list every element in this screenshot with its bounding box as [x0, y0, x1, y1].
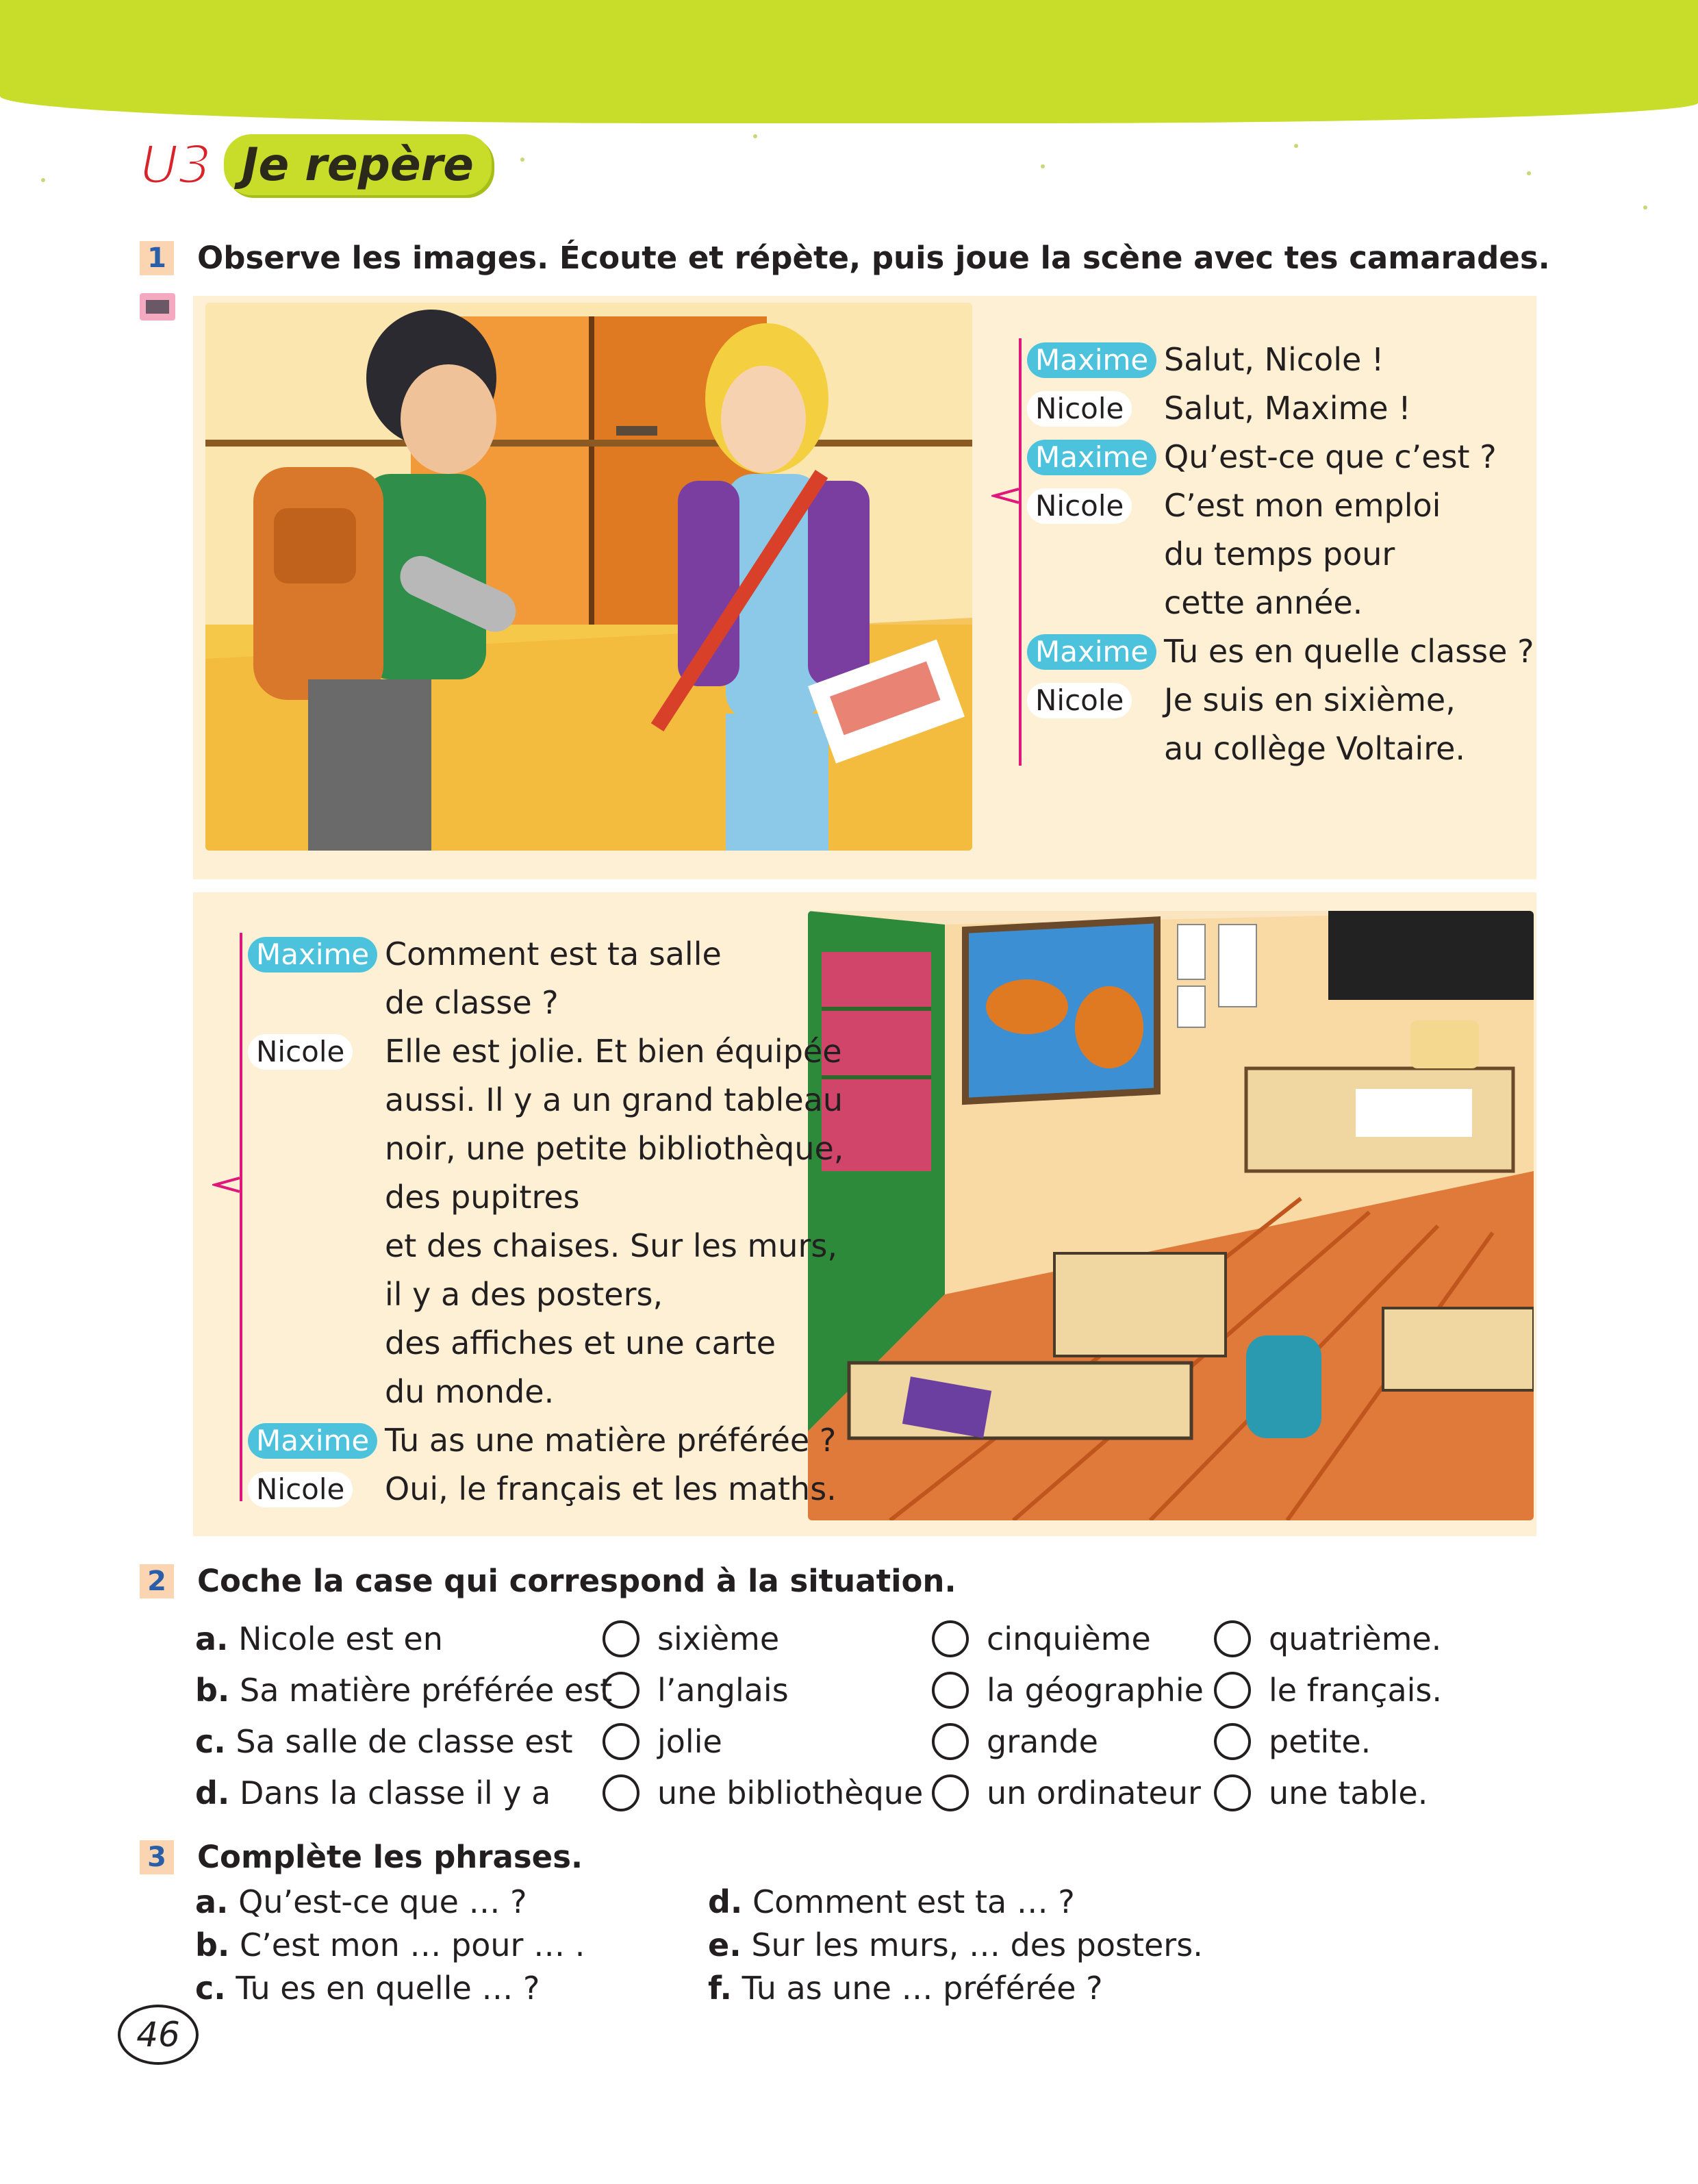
speaker-cell	[248, 1027, 385, 1076]
speaker-cell	[1027, 579, 1164, 627]
option-label: petite.	[1269, 1722, 1371, 1760]
exercise-1-heading	[140, 240, 1550, 276]
dialog-bracket-top	[1019, 338, 1022, 766]
checkbox-circle[interactable]	[603, 1723, 639, 1760]
dialog-text: il y a des posters,	[385, 1276, 663, 1313]
exercise-instruction: Coche la case qui correspond à la situation.	[197, 1563, 956, 1599]
speaker-tag: Maxime	[1027, 634, 1156, 670]
item-letter: b.	[195, 1671, 230, 1709]
item-text: Dans la classe il y a	[240, 1774, 551, 1811]
choice-stem	[195, 1774, 550, 1811]
option-label: jolie	[657, 1722, 722, 1760]
item-letter: d.	[195, 1774, 230, 1811]
speaker-cell	[248, 1416, 385, 1465]
dialog-line	[248, 1270, 844, 1319]
speaker-cell	[248, 1270, 385, 1319]
top-banner	[0, 0, 1698, 123]
dialog-text: cette année.	[1164, 584, 1363, 621]
option-label: une bibliothèque	[657, 1774, 924, 1811]
dialog-text: de classe ?	[385, 984, 559, 1021]
item-text: Tu as une … préférée ?	[742, 1970, 1103, 2007]
dialog-line	[248, 1465, 844, 1514]
speaker-tag: Nicole	[1027, 683, 1132, 718]
sentence-item	[195, 1881, 585, 1924]
item-letter: a.	[195, 1620, 229, 1657]
exercise-2-heading	[140, 1563, 956, 1599]
option-label: un ordinateur	[987, 1774, 1201, 1811]
illustration-classroom	[808, 911, 1534, 1520]
speaker-cell	[248, 979, 385, 1027]
exercise-3-left-column	[195, 1881, 585, 2010]
choice-option[interactable]	[603, 1672, 789, 1709]
speaker-tag: Nicole	[248, 1034, 353, 1070]
item-text: Tu es en quelle … ?	[236, 1970, 540, 2007]
speaker-cell	[248, 1465, 385, 1514]
dialog-text: Salut, Maxime !	[1164, 390, 1411, 427]
dialog-line	[1027, 676, 1534, 725]
item-letter: a.	[195, 1883, 229, 1920]
choice-stem	[195, 1672, 612, 1709]
dialog-line	[248, 1416, 844, 1465]
unit-title	[140, 127, 492, 202]
option-label: l’anglais	[657, 1671, 789, 1709]
dialog-line	[248, 1125, 844, 1173]
sentence-item	[708, 1967, 1203, 2010]
checkbox-circle[interactable]	[932, 1774, 969, 1811]
speaker-cell	[1027, 481, 1164, 530]
dialog-text: Oui, le français et les maths.	[385, 1470, 837, 1507]
checkbox-circle[interactable]	[603, 1672, 639, 1709]
speaker-cell	[1027, 336, 1164, 384]
choice-option[interactable]	[1214, 1774, 1428, 1811]
speaker-tag: Maxime	[248, 937, 377, 972]
speaker-cell	[1027, 725, 1164, 773]
item-text: Nicole est en	[238, 1620, 443, 1657]
choice-row	[195, 1767, 1496, 1818]
item-letter: f.	[708, 1970, 732, 2007]
exercise-3-right-column	[708, 1881, 1203, 2010]
video-icon[interactable]	[140, 293, 175, 321]
speaker-tag: Nicole	[1027, 488, 1132, 524]
speaker-tag: Nicole	[1027, 391, 1132, 427]
dialog-bottom	[248, 930, 844, 1514]
exercise-3-heading	[140, 1839, 583, 1875]
choice-option[interactable]	[932, 1774, 1201, 1811]
checkbox-circle[interactable]	[932, 1723, 969, 1760]
dialog-text: des pupitres	[385, 1179, 580, 1216]
dialog-line	[1027, 433, 1534, 481]
item-letter: c.	[195, 1970, 226, 2007]
choice-row	[195, 1716, 1496, 1767]
dialog-text: noir, une petite bibliothèque,	[385, 1130, 844, 1167]
speaker-cell	[248, 1319, 385, 1368]
item-text: Sur les murs, … des posters.	[751, 1926, 1203, 1963]
checkbox-circle[interactable]	[1214, 1774, 1251, 1811]
choice-option[interactable]	[932, 1672, 1204, 1709]
bracket-pointer	[991, 486, 1019, 505]
dialog-line	[248, 1076, 844, 1125]
exercise-number: 1	[140, 241, 174, 275]
option-label: cinquième	[987, 1620, 1151, 1657]
speaker-tag: Nicole	[248, 1472, 353, 1507]
dialog-line	[1027, 384, 1534, 433]
dialog-line	[248, 1368, 844, 1416]
checkbox-circle[interactable]	[603, 1774, 639, 1811]
bracket-pointer	[212, 1175, 240, 1194]
item-text: Sa matière préférée est	[240, 1671, 613, 1709]
exercise-instruction: Complète les phrases.	[197, 1839, 583, 1875]
option-label: la géographie	[987, 1671, 1204, 1709]
choice-option[interactable]	[932, 1620, 1151, 1657]
dialog-text: C’est mon emploi	[1164, 487, 1441, 524]
speaker-cell	[248, 1368, 385, 1416]
speaker-cell	[1027, 384, 1164, 433]
item-text: Comment est ta … ?	[752, 1883, 1075, 1920]
dialog-text: Je suis en sixième,	[1164, 681, 1456, 718]
unit-number: U3	[140, 134, 212, 195]
choice-stem	[195, 1620, 443, 1657]
dialog-bracket-bottom	[240, 933, 242, 1501]
choice-option[interactable]	[1214, 1620, 1441, 1657]
speaker-tag: Maxime	[1027, 342, 1156, 378]
choice-option[interactable]	[603, 1620, 779, 1657]
dialog-line	[248, 1319, 844, 1368]
speaker-cell	[1027, 433, 1164, 481]
sentence-item	[708, 1881, 1203, 1924]
dialog-text: Elle est jolie. Et bien équipée	[385, 1033, 842, 1070]
dialog-line	[1027, 725, 1534, 773]
dialog-line	[248, 1173, 844, 1222]
dialog-text: Comment est ta salle	[385, 936, 722, 972]
option-label: une table.	[1269, 1774, 1428, 1811]
choice-row	[195, 1664, 1496, 1716]
dialog-line	[1027, 530, 1534, 579]
choice-option[interactable]	[1214, 1723, 1371, 1760]
dialog-text: Salut, Nicole !	[1164, 341, 1384, 378]
dialog-text: des affiches et une carte	[385, 1325, 776, 1361]
dialog-text: du temps pour	[1164, 536, 1395, 573]
option-label: grande	[987, 1722, 1098, 1760]
dialog-line	[1027, 627, 1534, 676]
dialog-text: du monde.	[385, 1373, 555, 1410]
dialog-text: Tu as une matière préférée ?	[385, 1422, 837, 1459]
item-text: Sa salle de classe est	[236, 1722, 573, 1760]
dialog-text: Qu’est-ce que c’est ?	[1164, 438, 1497, 475]
dialog-text: aussi. Il y a un grand tableau	[385, 1081, 843, 1118]
checkbox-circle[interactable]	[932, 1620, 969, 1657]
dialog-line	[1027, 481, 1534, 530]
dialog-text: au collège Voltaire.	[1164, 730, 1466, 767]
speaker-cell	[1027, 627, 1164, 676]
page-number: 46	[118, 2005, 199, 2065]
speaker-cell	[248, 1076, 385, 1125]
dialog-line	[248, 930, 844, 979]
choice-option[interactable]	[603, 1723, 722, 1760]
item-letter: d.	[708, 1883, 743, 1920]
speaker-cell	[248, 1173, 385, 1222]
exercise-instruction: Observe les images. Écoute et répète, puis joue la scène avec tes camarades.	[197, 240, 1550, 276]
option-label: le français.	[1269, 1671, 1442, 1709]
dialog-line	[1027, 579, 1534, 627]
checkbox-circle[interactable]	[1214, 1723, 1251, 1760]
dialog-line	[1027, 336, 1534, 384]
dialog-top	[1027, 336, 1534, 773]
item-letter: c.	[195, 1722, 226, 1760]
dialog-text: Tu es en quelle classe ?	[1164, 633, 1534, 670]
speaker-cell	[248, 1125, 385, 1173]
checkbox-circle[interactable]	[1214, 1672, 1251, 1709]
checkbox-circle[interactable]	[603, 1620, 639, 1657]
sentence-item	[708, 1924, 1203, 1967]
option-label: quatrième.	[1269, 1620, 1442, 1657]
dialog-line	[248, 1027, 844, 1076]
choice-option[interactable]	[1214, 1672, 1442, 1709]
item-text: Qu’est-ce que … ?	[238, 1883, 527, 1920]
choice-row	[195, 1613, 1496, 1664]
speaker-cell	[248, 1222, 385, 1270]
illustration-students	[205, 303, 972, 851]
speaker-cell	[1027, 676, 1164, 725]
item-text: C’est mon … pour … .	[240, 1926, 585, 1963]
speaker-cell	[248, 930, 385, 979]
speaker-tag: Maxime	[1027, 440, 1156, 475]
choice-option[interactable]	[932, 1723, 1098, 1760]
checkbox-circle[interactable]	[1214, 1620, 1251, 1657]
checkbox-circle[interactable]	[932, 1672, 969, 1709]
exercise-number: 3	[140, 1840, 174, 1874]
item-letter: e.	[708, 1926, 742, 1963]
option-label: sixième	[657, 1620, 780, 1657]
sentence-item	[195, 1967, 585, 2010]
item-letter: b.	[195, 1926, 230, 1963]
dialog-line	[248, 979, 844, 1027]
sentence-item	[195, 1924, 585, 1967]
speaker-cell	[1027, 530, 1164, 579]
dialog-line	[248, 1222, 844, 1270]
speaker-tag: Maxime	[248, 1423, 377, 1459]
exercise-number: 2	[140, 1564, 174, 1598]
choice-option[interactable]	[603, 1774, 923, 1811]
dialog-text: et des chaises. Sur les murs,	[385, 1227, 837, 1264]
unit-label: Je repère	[224, 134, 492, 195]
choice-stem	[195, 1723, 573, 1760]
